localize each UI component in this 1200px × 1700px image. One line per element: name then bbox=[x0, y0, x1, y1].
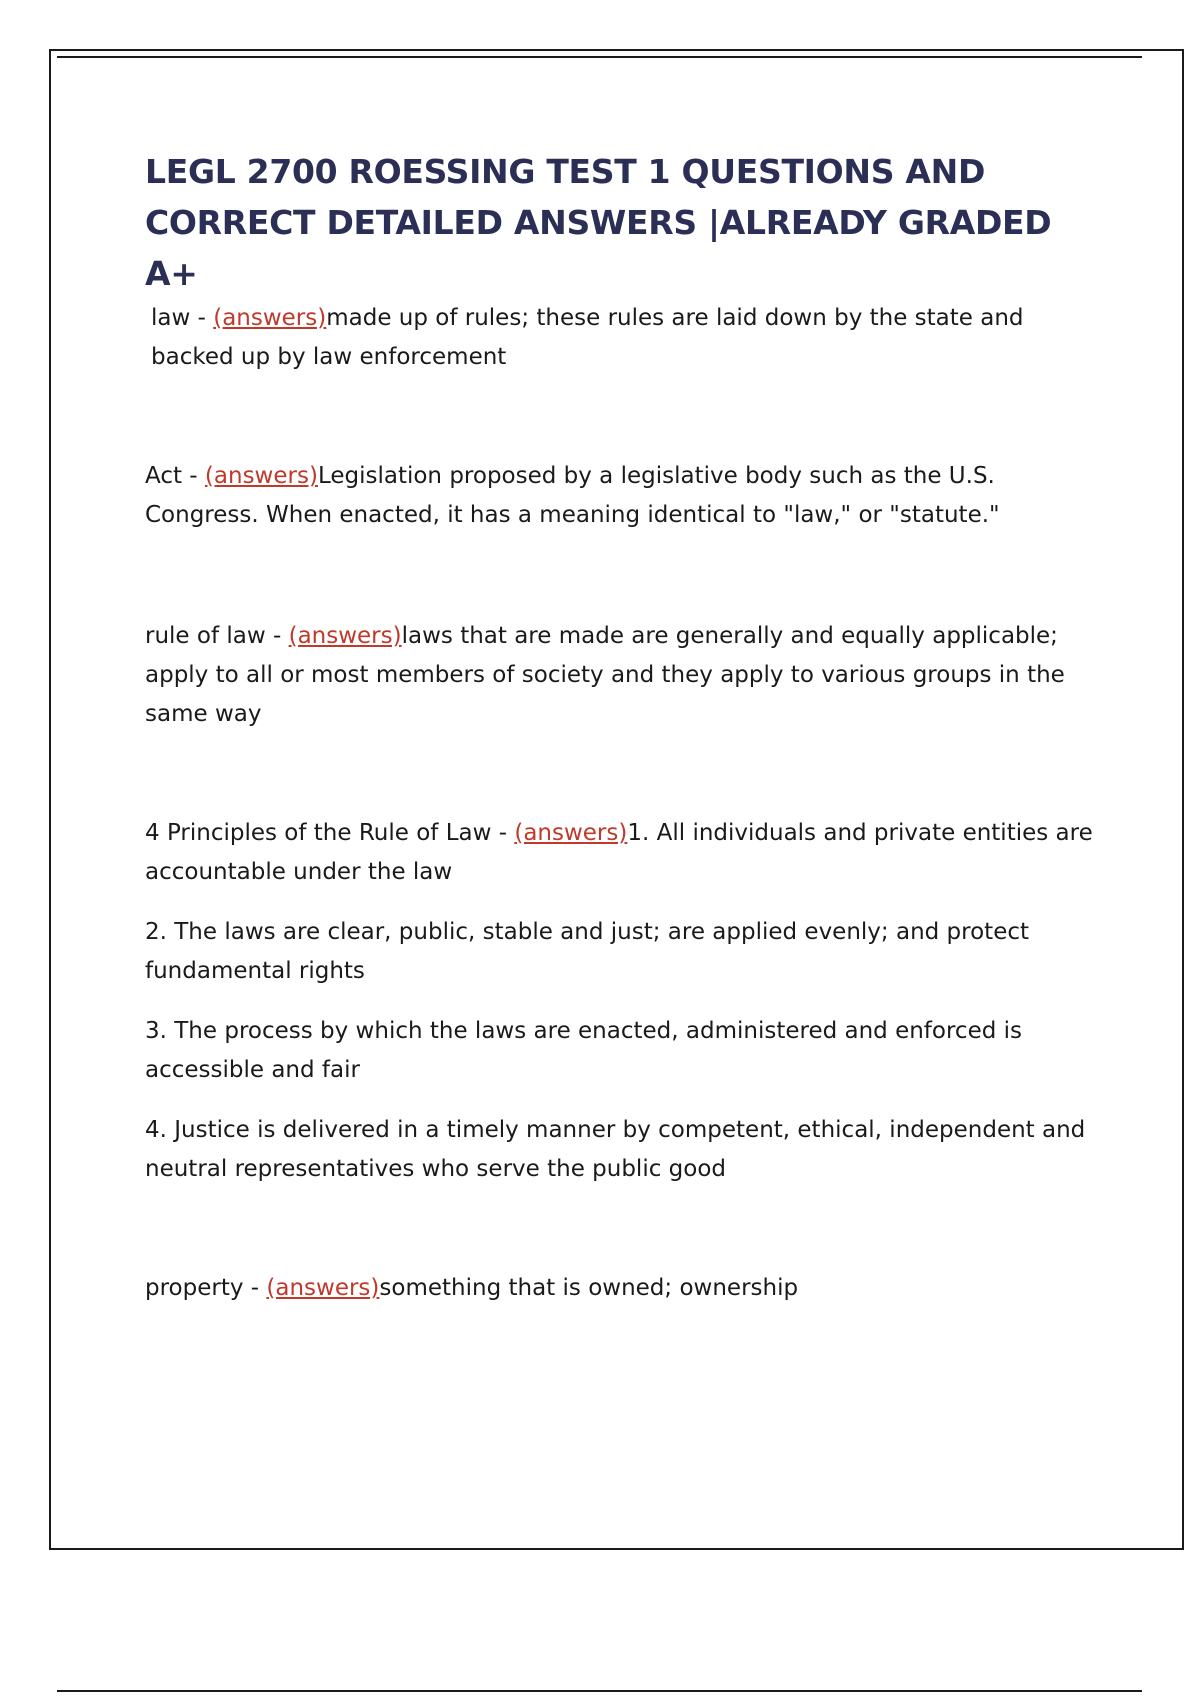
entry-definition: made up of rules; these rules are laid down by the state and backed up by law enforcement bbox=[151, 305, 1024, 370]
entry-law bbox=[145, 299, 1095, 377]
bottom-rule bbox=[57, 1690, 1142, 1692]
entry-act bbox=[145, 457, 1095, 535]
answers-tag: (answers) bbox=[213, 305, 327, 331]
entry-definition: Legislation proposed by a legislative body such as the U.S. Congress. When enacted, it has a meaning identical to "law," or "statute." bbox=[145, 463, 1000, 528]
answers-tag: (answers) bbox=[288, 623, 402, 649]
principle-4: 4. Justice is delivered in a timely manner by competent, ethical, independent and neutral representatives who serve the public good bbox=[145, 1117, 1086, 1182]
entry-term: law - bbox=[151, 305, 214, 331]
entry-term: Act - bbox=[145, 463, 205, 489]
entry-term: property - bbox=[145, 1275, 267, 1301]
entry-property bbox=[145, 1269, 1095, 1308]
principle-3: 3. The process by which the laws are enacted, administered and enforced is accessible and fair bbox=[145, 1018, 1023, 1083]
answers-tag: (answers) bbox=[514, 820, 628, 846]
entry-principles bbox=[145, 814, 1095, 892]
entry-term: 4 Principles of the Rule of Law - bbox=[145, 820, 515, 846]
document-body bbox=[145, 146, 1095, 1308]
document-title: LEGL 2700 ROESSING TEST 1 QUESTIONS AND CORRECT DETAILED ANSWERS |ALREADY GRADED A+ bbox=[145, 152, 1052, 293]
answers-tag: (answers) bbox=[204, 463, 318, 489]
principle-1: 1. All individuals and private entities are accountable under the law bbox=[145, 820, 1093, 885]
entry-definition: laws that are made are generally and equally applicable; apply to all or most members of society and they apply to various groups in the same way bbox=[145, 623, 1065, 727]
entry-term: rule of law - bbox=[145, 623, 289, 649]
entry-definition: something that is owned; ownership bbox=[379, 1275, 799, 1301]
entry-rule-of-law bbox=[145, 617, 1095, 734]
answers-tag: (answers) bbox=[266, 1275, 380, 1301]
principle-2: 2. The laws are clear, public, stable and just; are applied evenly; and protect fundamental rights bbox=[145, 919, 1030, 984]
